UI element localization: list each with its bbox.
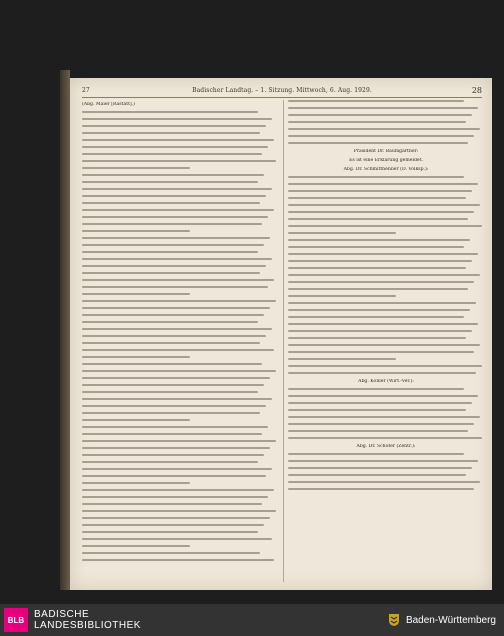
- page-header: [82, 84, 482, 96]
- text-line: [288, 388, 464, 390]
- text-line: [82, 307, 270, 309]
- text-line: [82, 391, 258, 393]
- text-line: [82, 342, 260, 344]
- text-line: [82, 258, 272, 260]
- text-line: [82, 251, 258, 253]
- text-line: [82, 538, 272, 540]
- scanned-page: [70, 78, 492, 590]
- text-line: [82, 475, 266, 477]
- text-line: [288, 121, 466, 123]
- text-line: [288, 232, 396, 234]
- text-line: [82, 195, 266, 197]
- text-line: [288, 402, 472, 404]
- text-line: [288, 295, 396, 297]
- text-line: [82, 447, 270, 449]
- text-line: [288, 107, 478, 109]
- text-line: [288, 274, 480, 276]
- text-line: [82, 510, 276, 512]
- text-line: [82, 181, 258, 183]
- text-line: [288, 302, 476, 304]
- library-name-line2: LANDESBIBLIOTHEK: [34, 620, 141, 631]
- text-line: [82, 132, 260, 134]
- right-text-lines: [288, 388, 484, 439]
- text-line: [288, 460, 478, 462]
- text-line: [288, 344, 480, 346]
- state-brand-label: Baden-Württemberg: [405, 614, 496, 626]
- text-line: [82, 384, 264, 386]
- text-line: [82, 111, 258, 113]
- text-line: [288, 128, 480, 130]
- library-name[interactable]: [34, 609, 141, 631]
- text-line: [82, 237, 270, 239]
- speaker-label: Abg. Dr. Schofer (Zentr.):: [356, 444, 416, 449]
- text-line: [288, 246, 464, 248]
- text-line: [288, 323, 478, 325]
- right-column: [288, 100, 484, 582]
- text-line: [82, 230, 190, 232]
- text-line: [288, 430, 468, 432]
- text-line: [82, 279, 274, 281]
- text-line: [288, 211, 474, 213]
- text-line: [82, 223, 262, 225]
- text-line: [82, 356, 190, 358]
- text-line: [288, 365, 482, 367]
- text-line: [288, 488, 474, 490]
- text-line: [82, 377, 270, 379]
- text-line: [82, 405, 266, 407]
- text-line: [82, 286, 268, 288]
- text-line: [82, 153, 262, 155]
- header-rule: [82, 97, 482, 98]
- text-line: [82, 314, 264, 316]
- text-line: [82, 370, 276, 372]
- text-line: [82, 293, 190, 295]
- speaker-label: (Abg. Maier [Rastatt].): [82, 102, 135, 107]
- text-line: [288, 239, 470, 241]
- text-line: [288, 142, 468, 144]
- text-line: [82, 146, 268, 148]
- text-line: [288, 372, 476, 374]
- text-line: [82, 118, 272, 120]
- text-line: [288, 204, 480, 206]
- text-line: [82, 139, 274, 141]
- text-line: [82, 433, 262, 435]
- text-line: [288, 351, 474, 353]
- text-line: [82, 349, 274, 351]
- text-line: [82, 461, 258, 463]
- speaker-label: Abg. Köhler (Wirt.-Ver.):: [358, 379, 414, 384]
- text-line: [288, 474, 466, 476]
- text-line: [82, 517, 270, 519]
- text-line: [82, 503, 262, 505]
- text-line: [82, 482, 190, 484]
- text-line: [288, 114, 472, 116]
- text-line: [82, 412, 260, 414]
- text-line: [82, 321, 258, 323]
- text-line: [82, 419, 190, 421]
- library-name-line1: BADISCHE: [34, 609, 90, 620]
- text-line: [82, 174, 264, 176]
- text-line: [288, 176, 464, 178]
- blb-logo[interactable]: BLB: [4, 608, 28, 632]
- text-line: [288, 423, 474, 425]
- text-line: [288, 395, 478, 397]
- left-text-lines: [82, 111, 278, 561]
- right-text-lines: [288, 100, 484, 144]
- speaker-label: Abg. Dr. Schmitthenner (D. Volksp.):: [343, 167, 429, 172]
- viewer-footer: [0, 604, 504, 636]
- text-line: [288, 100, 464, 102]
- text-line: [288, 309, 470, 311]
- text-line: [288, 437, 482, 439]
- text-line: [82, 300, 276, 302]
- text-line: [288, 267, 466, 269]
- text-line: [82, 335, 266, 337]
- state-brand[interactable]: [388, 613, 496, 627]
- text-line: [288, 337, 466, 339]
- text-line: [288, 453, 464, 455]
- text-line: [288, 481, 480, 483]
- text-line: [82, 440, 276, 442]
- text-line: [288, 197, 466, 199]
- text-line: [288, 416, 480, 418]
- text-line: [82, 468, 272, 470]
- text-line: [82, 454, 264, 456]
- text-line: [288, 218, 468, 220]
- right-text-lines: [288, 176, 484, 374]
- state-crest-icon: [388, 613, 400, 627]
- text-line: [82, 398, 272, 400]
- left-column: [82, 100, 278, 582]
- text-line: [82, 216, 268, 218]
- text-line: [288, 288, 468, 290]
- header-title: Badischer Landtag. – 1. Sitzung. Mittwoch, 6. Aug. 1929.: [192, 86, 372, 94]
- text-line: [82, 125, 266, 127]
- text-line: [288, 467, 472, 469]
- right-text-lines: [288, 453, 484, 490]
- text-line: [82, 363, 262, 365]
- text-line: [288, 135, 474, 137]
- text-line: [82, 265, 266, 267]
- text-line: [288, 358, 396, 360]
- text-line: [288, 409, 466, 411]
- text-line: [82, 545, 190, 547]
- text-line: [288, 253, 478, 255]
- text-line: [82, 426, 268, 428]
- speaker-label: Präsident Dr. Baumgartner:: [353, 149, 419, 154]
- text-line: [82, 244, 264, 246]
- text-line: [288, 260, 472, 262]
- text-line: [82, 188, 272, 190]
- text-line: [82, 531, 258, 533]
- page-number-right: 28: [471, 85, 482, 95]
- book-spine-edge: [60, 70, 70, 590]
- speaker-label: Es ist eine Erklärung gemeldet.: [349, 158, 423, 163]
- text-line: [82, 552, 260, 554]
- text-line: [82, 496, 268, 498]
- text-line: [288, 190, 472, 192]
- text-line: [82, 559, 274, 561]
- text-line: [288, 225, 482, 227]
- page-number-left: 27: [82, 86, 90, 94]
- text-line: [288, 330, 472, 332]
- text-line: [82, 328, 272, 330]
- text-line: [288, 316, 464, 318]
- text-line: [82, 209, 274, 211]
- text-line: [82, 489, 274, 491]
- text-line: [82, 272, 260, 274]
- text-line: [82, 202, 260, 204]
- column-divider: [283, 100, 284, 582]
- text-line: [288, 183, 478, 185]
- text-line: [82, 524, 264, 526]
- text-line: [288, 281, 474, 283]
- text-line: [82, 167, 190, 169]
- text-line: [82, 160, 276, 162]
